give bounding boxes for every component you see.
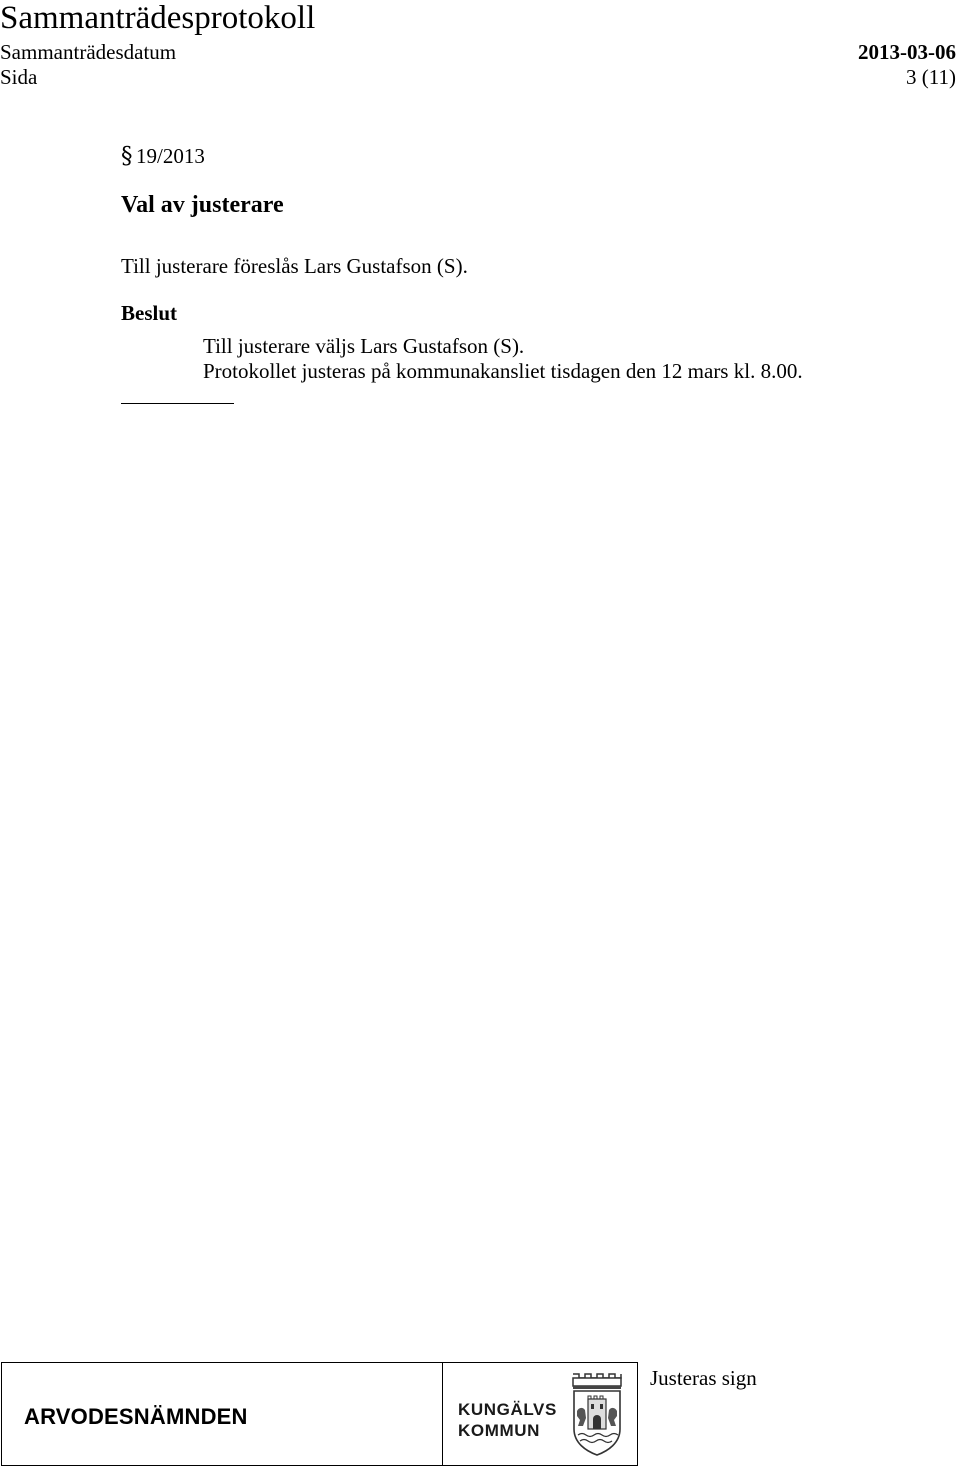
document-title: Sammanträdesprotokoll [0, 0, 316, 36]
footer-table [1, 1362, 638, 1466]
municipality-logo-text [458, 1399, 557, 1441]
signature-label: Justeras sign [650, 1366, 757, 1390]
section-heading: Val av justerare [121, 192, 284, 218]
paragraph-sign: § [121, 143, 133, 169]
municipality-name-line: KUNGÄLVS [458, 1400, 557, 1419]
decision-label: Beslut [121, 301, 178, 325]
meeting-date-label: Sammanträdesdatum [0, 40, 177, 64]
decision-line: Till justerare väljs Lars Gustafson (S). [203, 334, 525, 358]
page-number: 3 (11) [906, 65, 956, 89]
footer-logo-cell [443, 1363, 637, 1465]
page-label: Sida [0, 65, 38, 89]
organization-name: ARVODESNÄMNDEN [24, 1404, 248, 1429]
section-end-divider [121, 403, 234, 404]
meeting-date-value: 2013-03-06 [858, 40, 956, 64]
kungalv-crest-icon [570, 1371, 624, 1457]
decision-line: Protokollet justeras på kommunakansliet tisdagen den 12 mars kl. 8.00. [203, 359, 803, 383]
footer-organization-cell [2, 1363, 443, 1465]
case-number: 19/2013 [136, 144, 205, 168]
proposal-text: Till justerare föreslås Lars Gustafson (S). [121, 254, 468, 278]
municipality-name-line: KOMMUN [458, 1421, 540, 1440]
